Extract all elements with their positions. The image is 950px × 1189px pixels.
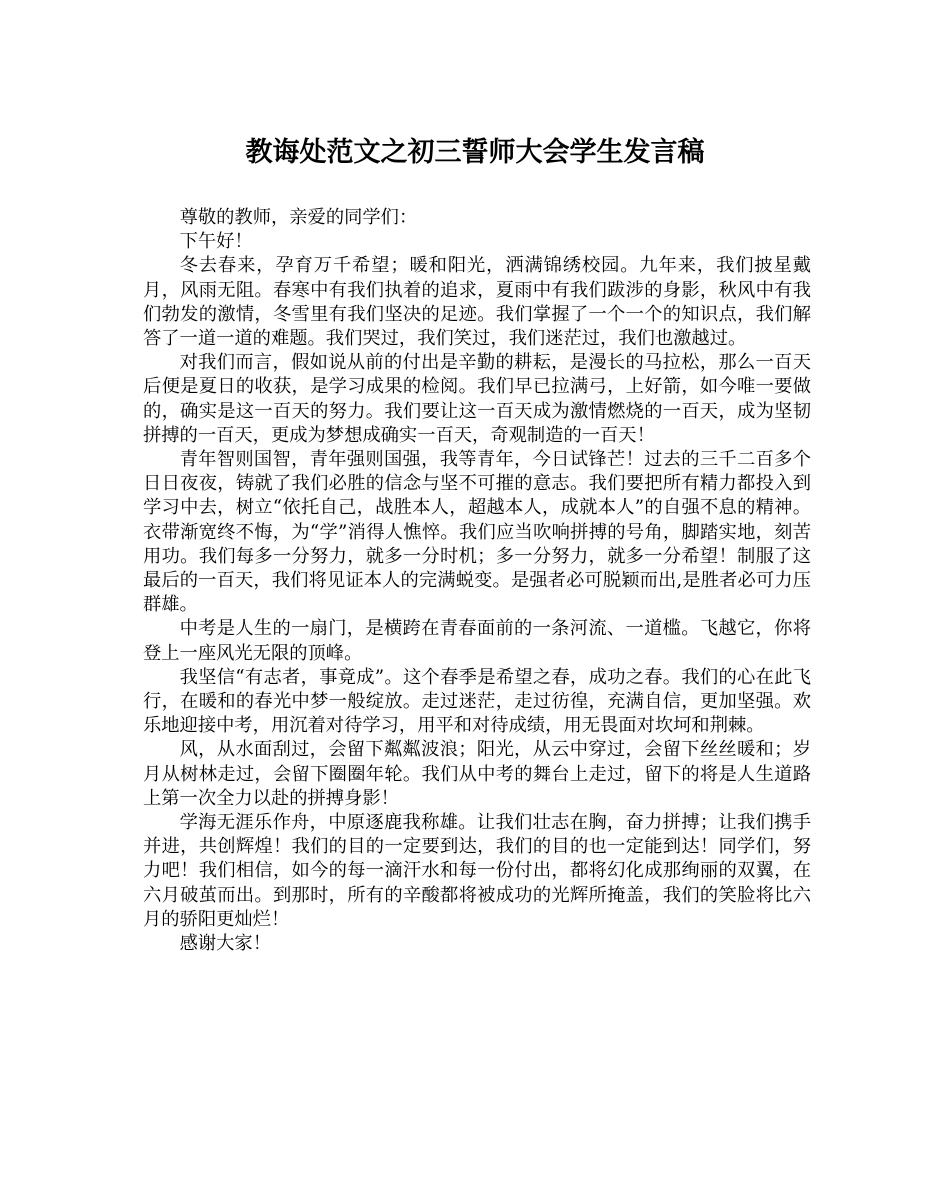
document-body	[143, 206, 811, 956]
body-paragraph: 对我们而言，假如说从前的付出是辛勤的耕耘，是漫长的马拉松，那么一百天后便是夏日的收获，是学习成果的检阅。我们早已拉满弓，上好箭，如今唯一要做的，确实是这一百天的努力。我们要让这一百天成为激情燃烧的一百天，成为坚韧拼搏的一百天，更成为梦想成确实一百天，奇观制造的一百天！	[143, 352, 811, 446]
greeting: 下午好！	[179, 231, 253, 253]
document-title: 教诲处范文之初三誓师大会学生发言稿	[245, 137, 705, 168]
body-paragraph: 风，从水面刮过，会留下粼粼波浪；阳光，从云中穿过，会留下丝丝暖和；岁月从树林走过，会留下圈圈年轮。我们从中考的舞台上走过，留下的将是人生道路上第一次全力以赴的拼搏身影！	[143, 739, 811, 809]
body-paragraph: 冬去春来，孕育万千希望；暖和阳光，洒满锦绣校园。九年来，我们披星戴月，风雨无阻。春寒中有我们执着的追求，夏雨中有我们跋涉的身影，秋风中有我们勃发的激情，冬雪里有我们坚决的足迹。我们掌握了一个一个的知识点，我们解答了一道一道的难题。我们哭过，我们笑过，我们迷茫过，我们也激越过。	[143, 255, 811, 350]
body-paragraph: 中考是人生的一扇门，是横跨在青春面前的一条河流、一道槛。飞越它，你将登上一座风光无限的顶峰。	[143, 618, 811, 664]
body-paragraph: 学海无涯乐作舟，中原逐鹿我称雄。让我们壮志在胸，奋力拼搏；让我们携手并进，共创辉煌！我们的目的一定要到达，我们的目的也一定能到达！同学们，努力吧！我们相信，如今的每一滴汗水和每一份付出，都将幻化成那绚丽的双翼，在六月破茧而出。到那时，所有的辛酸都将被成功的光辉所掩盖，我们的笑脸将比六月的骄阳更灿烂！	[143, 812, 811, 930]
closing: 感谢大家！	[179, 933, 271, 955]
body-paragraph: 青年智则国智，青年强则国强，我等青年，今日试锋芒！过去的三千二百多个日日夜夜，铸就了我们必胜的信念与坚不可摧的意志。我们要把所有精力都投入到学习中去，树立“依托自己，战胜本人，超越本人，成就本人”的自强不息的精神。衣带渐宽终不悔，为“学”消得人憔悴。我们应当吹响拼搏的号角，脚踏实地，刻苦用功。我们每多一分努力，就多一分时机；多一分努力，就多一分希望！制服了这最后的一百天，我们将见证本人的完满蜕变。是强者必可脱颖而出,是胜者必可力压群雄。	[143, 449, 811, 616]
body-paragraph: 我坚信“有志者，事竟成”。这个春季是希望之春，成功之春。我们的心在此飞行，在暖和的春光中梦一般绽放。走过迷茫，走过彷徨，充满自信，更加坚强。欢乐地迎接中考，用沉着对待学习，用平和对待成绩，用无畏面对坎坷和荆棘。	[143, 666, 811, 737]
salutation: 尊敬的教师，亲爱的同学们：	[179, 207, 418, 228]
